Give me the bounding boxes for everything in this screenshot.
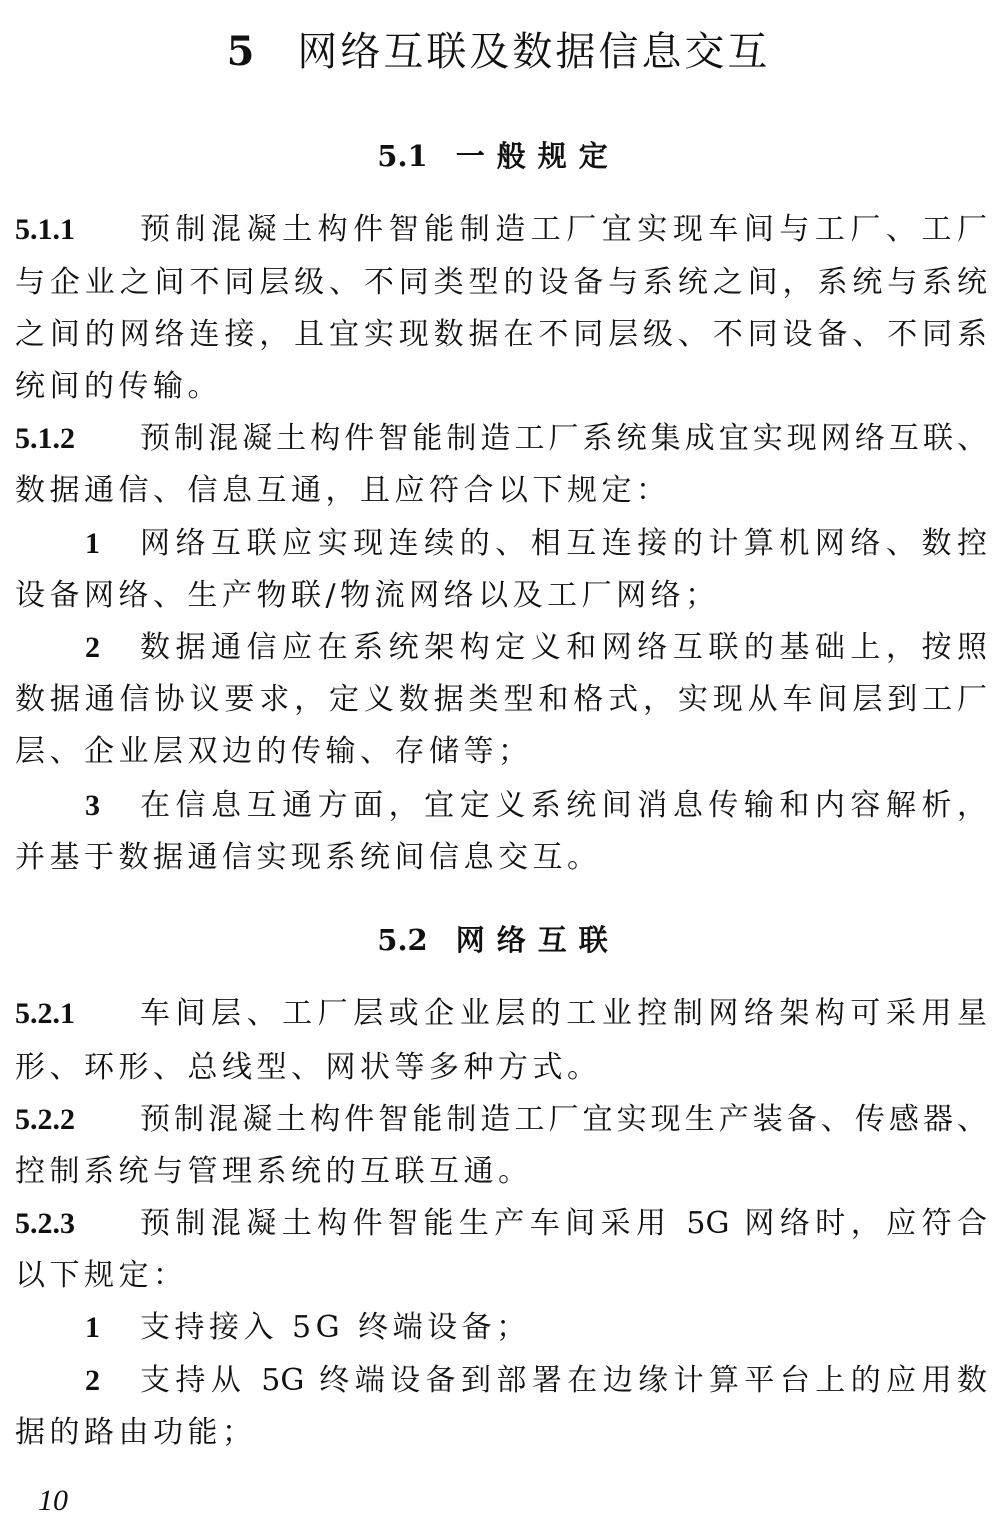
paragraph-text: 支持从 5G 终端设备到部署在边缘计算平台上的应用数 [140,1363,987,1398]
item-line [15,576,987,616]
paragraph-text: 层、企业层双边的传输、存储等； [15,734,533,769]
paragraph-text: 数据通信、信息互通，且应符合以下规定： [15,473,671,508]
paragraph-text: 统间的传输。 [15,369,222,404]
paragraph-text: 预制混凝土构件智能制造工厂宜实现生产装备、传感器、 [140,1102,987,1137]
item-number: 2 [85,631,100,664]
paragraph-text: 并基于数据通信实现系统间信息交互。 [15,840,602,875]
section-heading [0,134,997,175]
paragraph-text: 形、环形、总线型、网状等多种方式。 [15,1050,602,1085]
item-number: 1 [85,527,100,560]
paragraph-text: 数据通信协议要求，定义数据类型和格式，实现从车间层到工厂 [15,682,987,717]
paragraph-text: 在信息互通方面，宜定义系统间消息传输和内容解析， [140,788,987,823]
section-number: 5.2 [377,923,428,957]
paragraph-text: 预制混凝土构件智能生产车间采用 5G 网络时，应符合 [140,1206,987,1241]
clause-line [15,1204,987,1244]
item-number: 1 [85,1311,100,1344]
item-line [15,680,987,720]
paragraph-text: 预制混凝土构件智能制造工厂宜实现车间与工厂、工厂 [140,212,987,247]
item-line [15,732,987,772]
clause-number: 5.1.1 [15,213,75,246]
clause-line [15,263,987,303]
chapter-title [0,20,997,77]
section-number: 5.1 [377,139,428,173]
clause-line [15,367,987,407]
page-number: 10 [38,1484,68,1517]
paragraph-text: 以下规定： [15,1258,188,1293]
clause-number: 5.2.3 [15,1207,75,1240]
chapter-number: 5 [226,28,258,75]
section-title: 网络互联 [455,923,620,957]
paragraph-text: 网络互联应实现连续的、相互连接的计算机网络、数控 [140,526,987,561]
paragraph-text: 据的路由功能； [15,1415,257,1450]
item-line [15,1308,987,1348]
clause-number: 5.2.1 [15,997,75,1030]
item-line [15,628,987,668]
paragraph-text: 与企业之间不同层级、不同类型的设备与系统之间，系统与系统 [15,265,987,300]
paragraph-text: 预制混凝土构件智能制造工厂系统集成宜实现网络互联、 [140,421,987,456]
item-line [15,838,987,878]
item-line [15,786,987,826]
chapter-title-text: 网络互联及数据信息交互 [297,29,771,75]
paragraph-text: 之间的网络连接，且宜实现数据在不同层级、不同设备、不同系 [15,317,987,352]
paragraph-text: 数据通信应在系统架构定义和网络互联的基础上，按照 [140,630,987,665]
item-line [15,1413,987,1453]
clause-number: 5.1.2 [15,422,75,455]
clause-line [15,994,987,1034]
paragraph-text: 车间层、工厂层或企业层的工业控制网络架构可采用星 [140,996,987,1031]
paragraph-text: 控制系统与管理系统的互联互通。 [15,1154,533,1189]
clause-line [15,1152,987,1192]
item-line [15,1361,987,1401]
clause-line [15,1100,987,1140]
item-number: 3 [85,789,100,822]
clause-number: 5.2.2 [15,1103,75,1136]
clause-line [15,1256,987,1296]
section-heading [0,918,997,959]
item-number: 2 [85,1364,100,1397]
item-line [15,524,987,564]
paragraph-text: 设备网络、生产物联/物流网络以及工厂网络； [15,578,720,613]
clause-line [15,210,987,250]
clause-line [15,419,987,459]
section-title: 一般规定 [455,139,620,173]
clause-line [15,1048,987,1088]
clause-line [15,471,987,511]
clause-line [15,315,987,355]
paragraph-text: 支持接入 5G 终端设备； [140,1310,531,1345]
